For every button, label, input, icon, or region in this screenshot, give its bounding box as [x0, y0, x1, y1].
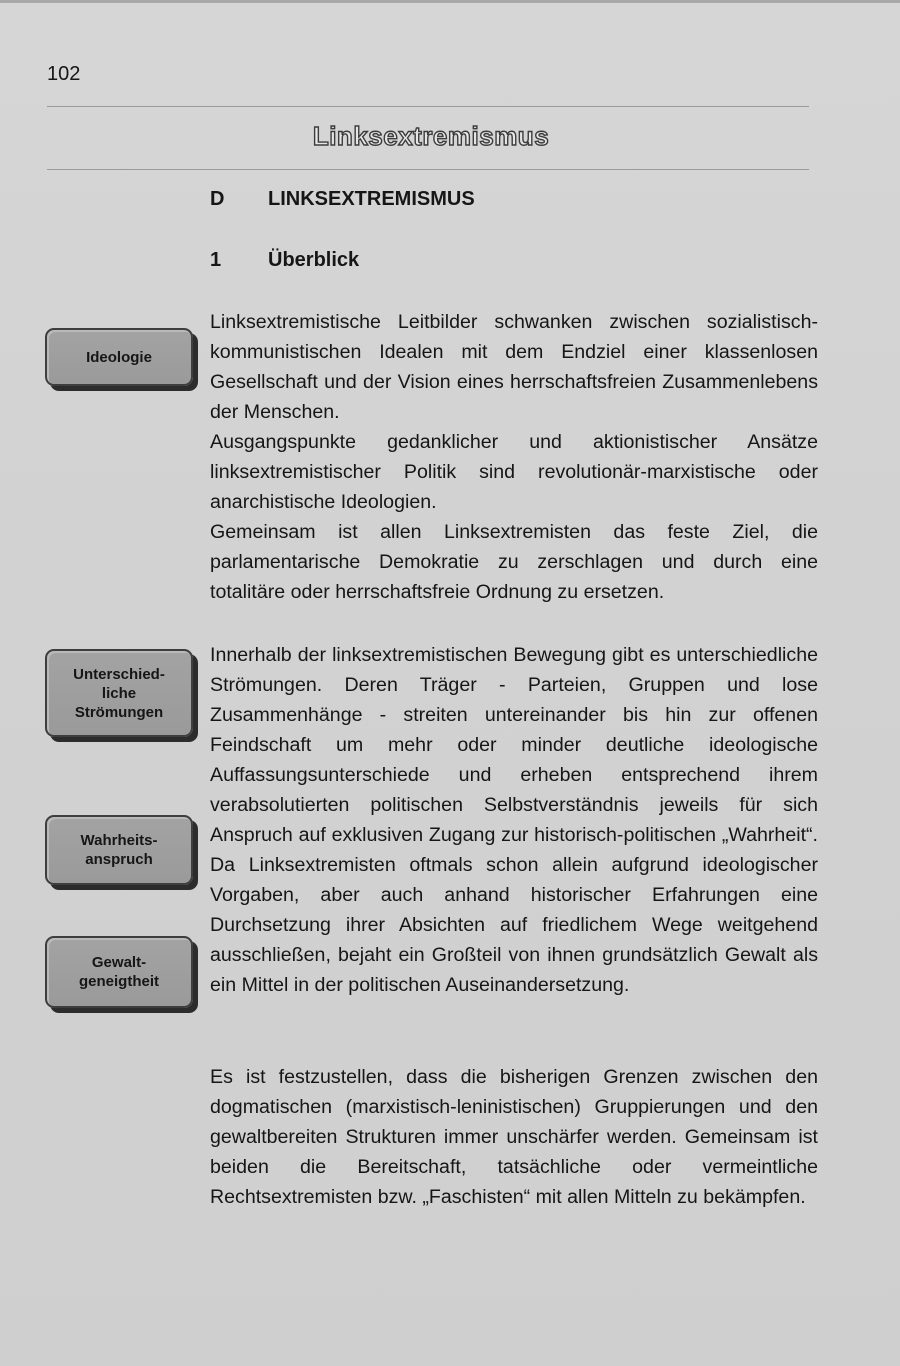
margin-tag-label: Ideologie — [86, 348, 152, 366]
header-rule-bottom — [47, 169, 809, 170]
subsection-heading — [210, 248, 359, 272]
margin-tag-label: Wahrheits- anspruch — [80, 832, 158, 868]
paragraph-grenzen: Es ist festzustellen, dass die bisherigen Grenzen zwischen den dogmatischen (marxistisch-leninistischen) Gruppierungen und den gewaltbereiten Strukturen immer unschärfer werden. Gemeinsam ist beiden die Bereitschaft, tatsächliche oder vermeintliche Rechtsextremisten bzw. „Faschisten“ mit allen Mitteln zu bekämpfen. — [210, 1066, 818, 1208]
margin-tag-label: Gewalt- geneigtheit — [78, 954, 159, 990]
running-head: Linksextremismus — [312, 121, 550, 151]
subsection-title: Überblick — [268, 249, 360, 271]
margin-tag-stroemungen — [45, 649, 193, 737]
margin-tag-ideologie — [45, 328, 193, 386]
paragraph-stroemungen: Innerhalb der linksextremistischen Bewegung gibt es unterschiedliche Strömungen. Deren Träger - Parteien, Gruppen und lose Zusammenhänge - streiten untereinander bis hin zur offenen Feindschaft um mehr oder minder deutliche ideologische Auffassungsunterschiede und erheben entsprechend ihrem verabsolutierten politischen Selbstverständnis jeweils für sich Anspruch auf exklusiven Zugang zur historisch-politischen „Wahrheit“. Da Linksextremisten oftmals schon allein aufgrund ideologischer Vorgaben, aber auch anhand historischer Erfahrungen eine Durchsetzung ihrer Absichten auf friedlichem Wege weitgehend ausschließen, bejaht ein Großteil von ihnen grundsätzlich Gewalt als ein Mittel in der politischen Auseinandersetzung. — [210, 644, 818, 996]
section-heading — [210, 187, 475, 211]
margin-tag-wahrheitsanspruch — [45, 815, 193, 885]
header-rule-top — [47, 106, 809, 107]
section-title: LINKSEXTREMISMUS — [268, 188, 475, 210]
subsection-number: 1 — [210, 249, 222, 271]
margin-tag-label: Unterschied- liche Strömungen — [73, 665, 165, 721]
page-number: 102 — [47, 63, 81, 85]
margin-tag-gewaltgeneigtheit — [45, 936, 193, 1008]
paragraph-ideologie: Linksextremistische Leitbilder schwanken zwischen sozialistisch-kommunistischen Idealen mit dem Endziel einer klassenlosen Gesellschaft und der Vision eines herrschaftsfreien Zusammenlebens der Menschen. Ausgangspunkte gedanklicher und aktionistischer Ansätze linksextremistischer Politik sind revolutionär-marxistische oder anarchistische Ideologien. Gemeinsam ist allen Linksextremisten das feste Ziel, die parlamentarische Demokratie zu zerschlagen und durch eine totalitäre oder herrschaftsfreie Ordnung zu ersetzen. — [210, 311, 818, 603]
section-number: D — [210, 188, 225, 210]
